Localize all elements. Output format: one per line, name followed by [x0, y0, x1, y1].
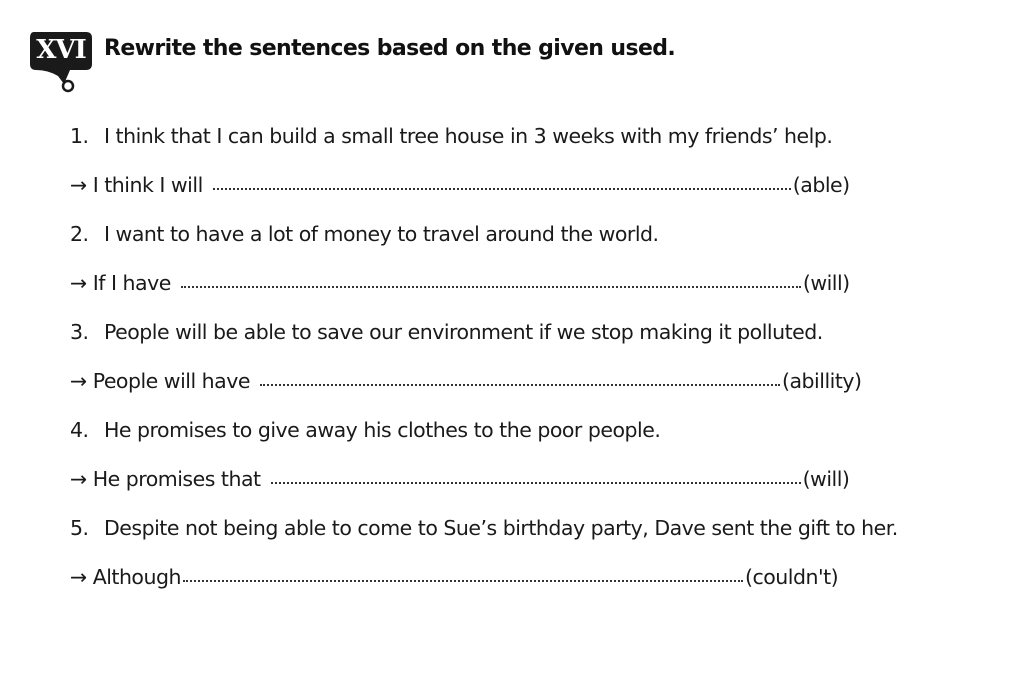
question-sentence — [70, 504, 990, 553]
exercise-item-4 — [70, 406, 990, 504]
answer-hint: (will) — [802, 271, 850, 295]
answer-blank[interactable] — [271, 480, 801, 484]
arrow-icon: → — [70, 271, 87, 295]
question-text: I want to have a lot of money to travel around the world. — [104, 222, 659, 246]
question-sentence — [70, 112, 990, 161]
answer-line — [70, 259, 990, 308]
answer-prompt: People will have — [92, 369, 250, 393]
answer-prompt: If I have — [92, 271, 171, 295]
question-number: 4. — [70, 418, 89, 442]
arrow-icon: → — [70, 565, 87, 589]
answer-hint: (able) — [792, 173, 850, 197]
exercise-list — [70, 112, 990, 602]
question-sentence — [70, 406, 990, 455]
answer-prompt: Although — [92, 565, 181, 589]
question-sentence — [70, 308, 990, 357]
exercise-item-3 — [70, 308, 990, 406]
answer-line — [70, 553, 990, 602]
answer-blank[interactable] — [260, 382, 780, 386]
arrow-icon: → — [70, 369, 87, 393]
badge-label: XVI — [36, 35, 86, 65]
question-text: He promises to give away his clothes to the poor people. — [104, 418, 661, 442]
exercise-item-5 — [70, 504, 990, 602]
exercise-item-2 — [70, 210, 990, 308]
answer-hint: (abillity) — [781, 369, 862, 393]
answer-hint: (couldn't) — [744, 565, 839, 589]
exercise-title: Rewrite the sentences based on the given used. — [104, 36, 676, 61]
exercise-number-badge — [28, 30, 94, 94]
question-number: 1. — [70, 124, 89, 148]
question-text: Despite not being able to come to Sue’s birthday party, Dave sent the gift to her. — [104, 516, 898, 540]
arrow-icon: → — [70, 173, 87, 197]
answer-prompt: He promises that — [92, 467, 261, 491]
question-number: 3. — [70, 320, 89, 344]
answer-blank[interactable] — [183, 578, 743, 582]
question-text: People will be able to save our environment if we stop making it polluted. — [104, 320, 823, 344]
question-sentence — [70, 210, 990, 259]
question-number: 5. — [70, 516, 89, 540]
answer-line — [70, 357, 990, 406]
answer-blank[interactable] — [181, 284, 801, 288]
arrow-icon: → — [70, 467, 87, 491]
question-text: I think that I can build a small tree house in 3 weeks with my friends’ help. — [104, 124, 833, 148]
exercise-item-1 — [70, 112, 990, 210]
question-number: 2. — [70, 222, 89, 246]
answer-line — [70, 455, 990, 504]
answer-line — [70, 161, 990, 210]
answer-blank[interactable] — [213, 186, 791, 190]
answer-hint: (will) — [802, 467, 850, 491]
answer-prompt: I think I will — [92, 173, 203, 197]
